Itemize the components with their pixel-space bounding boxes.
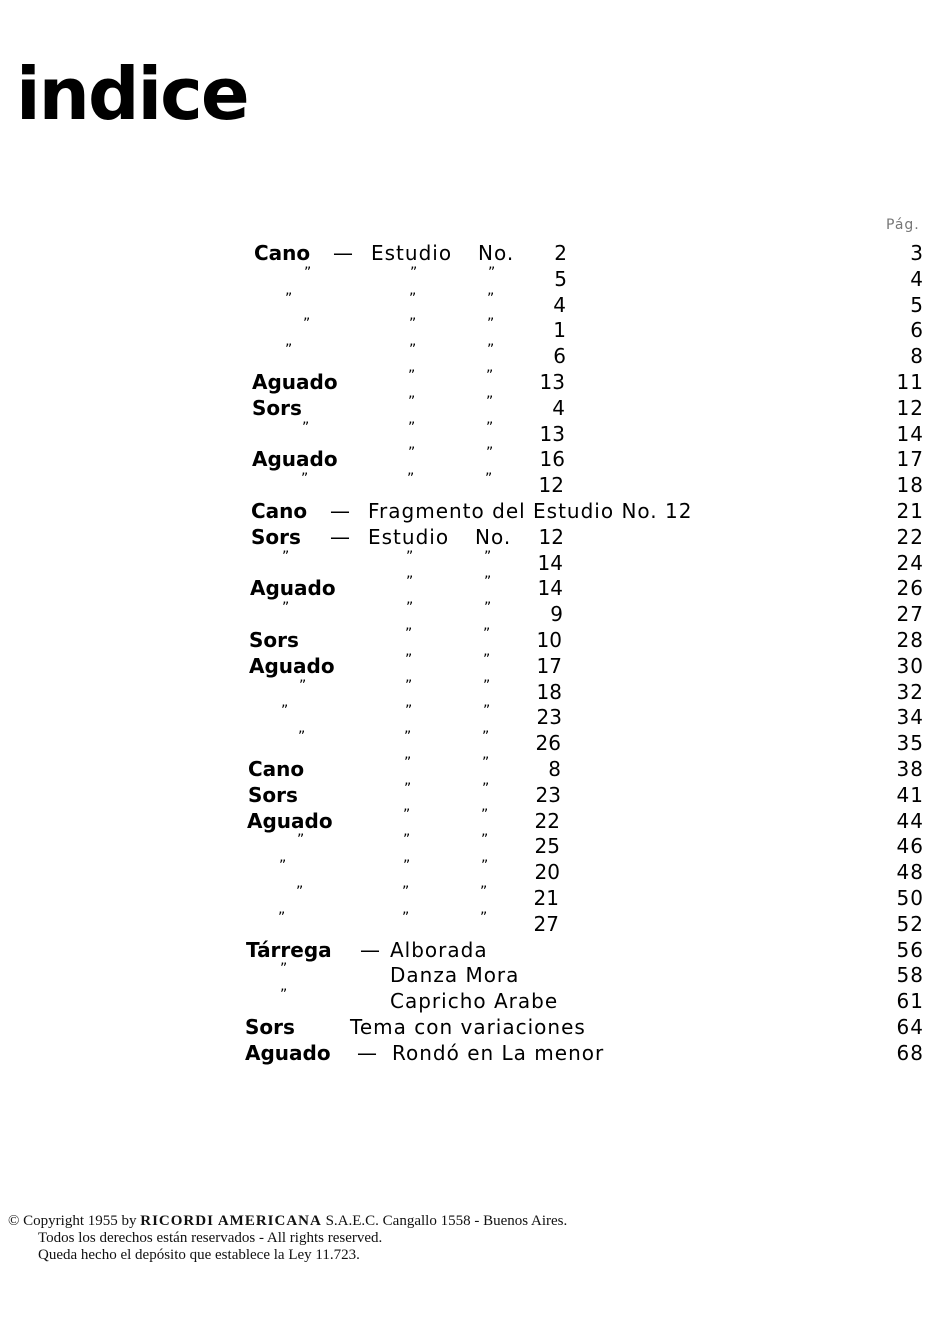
ditto-author-mark: ” <box>297 832 306 848</box>
ditto-abbr-mark: ” <box>481 832 490 848</box>
ditto-abbr-mark: ” <box>488 265 497 281</box>
toc-entry <box>0 317 950 343</box>
entry-page-number: 27 <box>896 602 924 626</box>
ditto-abbr-mark: ” <box>484 549 493 565</box>
ditto-work-mark: ” <box>409 342 418 358</box>
toc-entry <box>0 730 950 756</box>
entry-study-number: 4 <box>553 293 566 317</box>
ditto-work-mark: ” <box>404 781 413 797</box>
ditto-abbr-mark: ” <box>481 807 490 823</box>
entry-page-number: 11 <box>896 370 924 394</box>
entry-page-number: 3 <box>910 241 924 265</box>
ditto-work-mark: ” <box>405 703 414 719</box>
toc-entry <box>0 833 950 859</box>
entry-study-number: 20 <box>534 860 560 884</box>
publisher-name: RICORDI AMERICANA <box>140 1213 322 1229</box>
ditto-work-mark: ” <box>406 574 415 590</box>
entry-page-number: 35 <box>896 731 924 755</box>
toc-entry <box>0 1014 950 1040</box>
ditto-work-mark: ” <box>404 755 413 771</box>
toc-entry <box>0 911 950 937</box>
ditto-abbr-mark: ” <box>480 884 489 900</box>
ditto-author-mark: ” <box>302 420 311 436</box>
toc-entry <box>0 524 950 550</box>
ditto-author-mark: ” <box>282 549 291 565</box>
entry-page-number: 44 <box>896 809 924 833</box>
entry-study-number: 21 <box>533 886 559 910</box>
ditto-abbr-mark: ” <box>485 471 494 487</box>
ditto-author-mark: ” <box>279 858 288 874</box>
entry-author: Aguado <box>252 447 338 471</box>
toc-entry <box>0 756 950 782</box>
ditto-abbr-mark: ” <box>483 626 492 642</box>
entry-page-number: 4 <box>910 267 924 291</box>
toc-entry <box>0 292 950 318</box>
ditto-work-mark: ” <box>408 368 417 384</box>
ditto-work-mark: ” <box>402 884 411 900</box>
entry-dash: — <box>360 938 380 962</box>
toc-entry <box>0 395 950 421</box>
ditto-work-mark: ” <box>405 652 414 668</box>
entry-page-number: 5 <box>910 293 924 317</box>
entry-author: Sors <box>251 525 301 549</box>
entry-author: Aguado <box>249 654 335 678</box>
entry-author: Sors <box>245 1015 295 1039</box>
toc-entry <box>0 369 950 395</box>
copyright-prefix: © Copyright 1955 by <box>8 1213 137 1229</box>
entry-study-number: 16 <box>539 447 565 471</box>
toc-entry <box>0 575 950 601</box>
entry-study-number: 10 <box>536 628 562 652</box>
entry-abbreviation: No. <box>475 525 512 549</box>
entry-study-number: 4 <box>552 396 565 420</box>
toc-entry <box>0 653 950 679</box>
toc-entry <box>0 679 950 705</box>
toc-entry <box>0 988 950 1014</box>
entry-study-number: 6 <box>553 344 566 368</box>
toc-entry <box>0 808 950 834</box>
rights-line: Todos los derechos están reservados - All rights reserved. <box>38 1230 383 1246</box>
entry-page-number: 22 <box>896 525 924 549</box>
entry-dash: — <box>330 499 350 523</box>
ditto-work-mark: ” <box>405 626 414 642</box>
entry-author: Sors <box>248 783 298 807</box>
toc-entry <box>0 550 950 576</box>
entry-page-number: 24 <box>896 551 924 575</box>
ditto-work-mark: ” <box>409 291 418 307</box>
entry-page-number: 68 <box>896 1041 924 1065</box>
ditto-author-mark: ” <box>278 910 287 926</box>
ditto-abbr-mark: ” <box>486 420 495 436</box>
entry-author: Cano <box>251 499 308 523</box>
ditto-work-mark: ” <box>409 316 418 332</box>
entry-study-number: 5 <box>554 267 567 291</box>
ditto-work-mark: ” <box>407 471 416 487</box>
deposit-line: Queda hecho el depósito que establece la Ley 11.723. <box>38 1247 360 1263</box>
entry-dash: — <box>357 1041 377 1065</box>
entry-author: Sors <box>249 628 299 652</box>
entry-author: Cano <box>248 757 305 781</box>
ditto-author-mark: ” <box>280 961 289 977</box>
toc-entry <box>0 498 950 524</box>
ditto-work-mark: ” <box>405 678 414 694</box>
ditto-abbr-mark: ” <box>486 394 495 410</box>
entry-page-number: 8 <box>910 344 924 368</box>
ditto-abbr-mark: ” <box>482 729 491 745</box>
toc-entry <box>0 421 950 447</box>
entry-study-number: 23 <box>535 783 561 807</box>
ditto-author-mark: ” <box>298 729 307 745</box>
entry-study-number: 14 <box>537 551 563 575</box>
page-title: indice <box>16 52 248 136</box>
copyright-line <box>8 1213 567 1230</box>
ditto-abbr-mark: ” <box>482 755 491 771</box>
entry-page-number: 56 <box>896 938 924 962</box>
entry-study-number: 14 <box>537 576 563 600</box>
ditto-author-mark: ” <box>282 600 291 616</box>
ditto-author-mark: ” <box>285 291 294 307</box>
ditto-work-mark: ” <box>408 394 417 410</box>
toc-entry <box>0 601 950 627</box>
toc-entry <box>0 472 950 498</box>
entry-dash: — <box>330 525 350 549</box>
entry-study-number: 9 <box>550 602 563 626</box>
ditto-abbr-mark: ” <box>483 703 492 719</box>
ditto-work-mark: ” <box>408 420 417 436</box>
ditto-work-mark: ” <box>403 832 412 848</box>
entry-page-number: 12 <box>896 396 924 420</box>
entry-author: Aguado <box>252 370 338 394</box>
page-column-label: Pág. <box>886 217 920 233</box>
entry-page-number: 48 <box>896 860 924 884</box>
ditto-work-mark: ” <box>406 549 415 565</box>
entry-study-number: 13 <box>539 422 565 446</box>
ditto-author-mark: ” <box>299 678 308 694</box>
toc-entry <box>0 446 950 472</box>
entry-page-number: 21 <box>896 499 924 523</box>
ditto-author-mark: ” <box>281 703 290 719</box>
entry-author: Sors <box>252 396 302 420</box>
ditto-work-mark: ” <box>403 807 412 823</box>
entry-study-number: 23 <box>536 705 562 729</box>
entry-page-number: 28 <box>896 628 924 652</box>
entry-title: Alborada <box>390 938 488 962</box>
toc-entry <box>0 937 950 963</box>
ditto-author-mark: ” <box>301 471 310 487</box>
ditto-work-mark: ” <box>406 600 415 616</box>
toc-entry <box>0 240 950 266</box>
entry-abbreviation: No. <box>478 241 515 265</box>
ditto-abbr-mark: ” <box>483 678 492 694</box>
ditto-abbr-mark: ” <box>487 291 496 307</box>
entry-study-number: 2 <box>554 241 567 265</box>
entry-page-number: 17 <box>896 447 924 471</box>
entry-study-number: 1 <box>553 318 566 342</box>
entry-author: Aguado <box>247 809 333 833</box>
ditto-work-mark: ” <box>402 910 411 926</box>
entry-page-number: 34 <box>896 705 924 729</box>
ditto-author-mark: ” <box>285 342 294 358</box>
entry-study-number: 17 <box>536 654 562 678</box>
entry-title: Estudio <box>368 525 450 549</box>
entry-title: Tema con variaciones <box>350 1015 586 1039</box>
ditto-abbr-mark: ” <box>483 652 492 668</box>
ditto-abbr-mark: ” <box>487 342 496 358</box>
ditto-abbr-mark: ” <box>480 910 489 926</box>
entry-study-number: 27 <box>533 912 559 936</box>
ditto-author-mark: ” <box>303 316 312 332</box>
entry-page-number: 26 <box>896 576 924 600</box>
ditto-abbr-mark: ” <box>482 781 491 797</box>
ditto-work-mark: ” <box>404 729 413 745</box>
toc-entry <box>0 1040 950 1066</box>
toc-entry <box>0 627 950 653</box>
entry-study-number: 8 <box>548 757 561 781</box>
entry-study-number: 18 <box>536 680 562 704</box>
entry-page-number: 18 <box>896 473 924 497</box>
ditto-author-mark: ” <box>304 265 313 281</box>
ditto-abbr-mark: ” <box>484 600 493 616</box>
entry-page-number: 50 <box>896 886 924 910</box>
entry-page-number: 52 <box>896 912 924 936</box>
ditto-abbr-mark: ” <box>481 858 490 874</box>
entry-title: Rondó en La menor <box>392 1041 605 1065</box>
ditto-abbr-mark: ” <box>486 445 495 461</box>
entry-title: Fragmento del Estudio No. 12 <box>368 499 693 523</box>
entry-page-number: 6 <box>910 318 924 342</box>
entry-author: Tárrega <box>246 938 332 962</box>
ditto-abbr-mark: ” <box>484 574 493 590</box>
entry-study-number: 22 <box>534 809 560 833</box>
entry-author: Aguado <box>250 576 336 600</box>
entry-page-number: 38 <box>896 757 924 781</box>
ditto-work-mark: ” <box>408 445 417 461</box>
entry-study-number: 25 <box>534 834 560 858</box>
entry-study-number: 12 <box>538 473 564 497</box>
entry-page-number: 64 <box>896 1015 924 1039</box>
ditto-abbr-mark: ” <box>486 368 495 384</box>
ditto-work-mark: ” <box>403 858 412 874</box>
entry-page-number: 30 <box>896 654 924 678</box>
copyright-suffix: S.A.E.C. Cangallo 1558 - Buenos Aires. <box>325 1213 568 1229</box>
entry-page-number: 58 <box>896 963 924 987</box>
ditto-abbr-mark: ” <box>487 316 496 332</box>
entry-page-number: 61 <box>896 989 924 1013</box>
toc-entry <box>0 885 950 911</box>
entry-study-number: 26 <box>535 731 561 755</box>
entry-title: Danza Mora <box>390 963 520 987</box>
toc-entry <box>0 859 950 885</box>
entry-author: Cano <box>254 241 311 265</box>
ditto-author-mark: ” <box>296 884 305 900</box>
ditto-work-mark: ” <box>410 265 419 281</box>
toc-entry <box>0 266 950 292</box>
copyright-footer <box>8 1213 567 1264</box>
entry-title: Capricho Arabe <box>390 989 559 1013</box>
toc-entry <box>0 962 950 988</box>
entry-study-number: 13 <box>539 370 565 394</box>
entry-author: Aguado <box>245 1041 331 1065</box>
entry-page-number: 41 <box>896 783 924 807</box>
entry-page-number: 14 <box>896 422 924 446</box>
toc-entry <box>0 343 950 369</box>
entry-dash: — <box>333 241 353 265</box>
entry-page-number: 32 <box>896 680 924 704</box>
entry-title: Estudio <box>371 241 453 265</box>
entry-page-number: 46 <box>896 834 924 858</box>
ditto-author-mark: ” <box>280 987 289 1003</box>
entry-study-number: 12 <box>538 525 564 549</box>
toc-entry <box>0 704 950 730</box>
toc-entry <box>0 782 950 808</box>
